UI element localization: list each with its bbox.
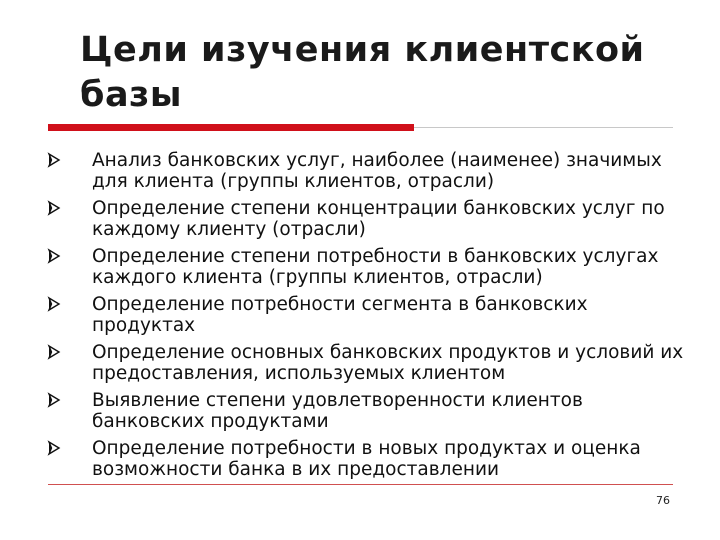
arrow-bullet-icon — [46, 152, 62, 168]
bullet-text: Выявление степени удовлетворенности клиентов банковских продуктами — [92, 390, 583, 432]
bullet-list — [40, 150, 690, 480]
arrow-bullet-icon — [46, 344, 62, 360]
page-number: 76 — [656, 494, 670, 507]
arrow-bullet-icon — [46, 440, 62, 456]
bullet-text: Определение основных банковских продуктов и условий их предоставления, используемых клиентом — [92, 342, 684, 384]
slide-title: Цели изучения клиентской базы — [80, 30, 645, 115]
bullet-item — [40, 198, 690, 240]
arrow-bullet-icon — [46, 200, 62, 216]
bullet-text: Определение степени потребности в банковских услугах каждого клиента (группы клиентов, отрасли) — [92, 246, 659, 288]
bullet-item — [40, 342, 690, 384]
arrow-bullet-icon — [46, 248, 62, 264]
bullet-text: Определение потребности в новых продуктах и оценка возможности банка в их предоставлении — [92, 438, 641, 480]
bullet-item — [40, 150, 690, 192]
bullet-text: Определение степени концентрации банковских услуг по каждому клиенту (отрасли) — [92, 198, 665, 240]
footer-divider — [48, 484, 673, 485]
bullet-item — [40, 390, 690, 432]
bullet-text: Определение потребности сегмента в банковских продуктах — [92, 294, 588, 336]
bullet-item — [40, 438, 690, 480]
arrow-bullet-icon — [46, 296, 62, 312]
bullet-item — [40, 246, 690, 288]
arrow-bullet-icon — [46, 392, 62, 408]
title-accent-bar — [48, 124, 414, 131]
bullet-text: Анализ банковских услуг, наиболее (наименее) значимых для клиента (группы клиентов, отрасли) — [92, 150, 662, 192]
bullet-item — [40, 294, 690, 336]
